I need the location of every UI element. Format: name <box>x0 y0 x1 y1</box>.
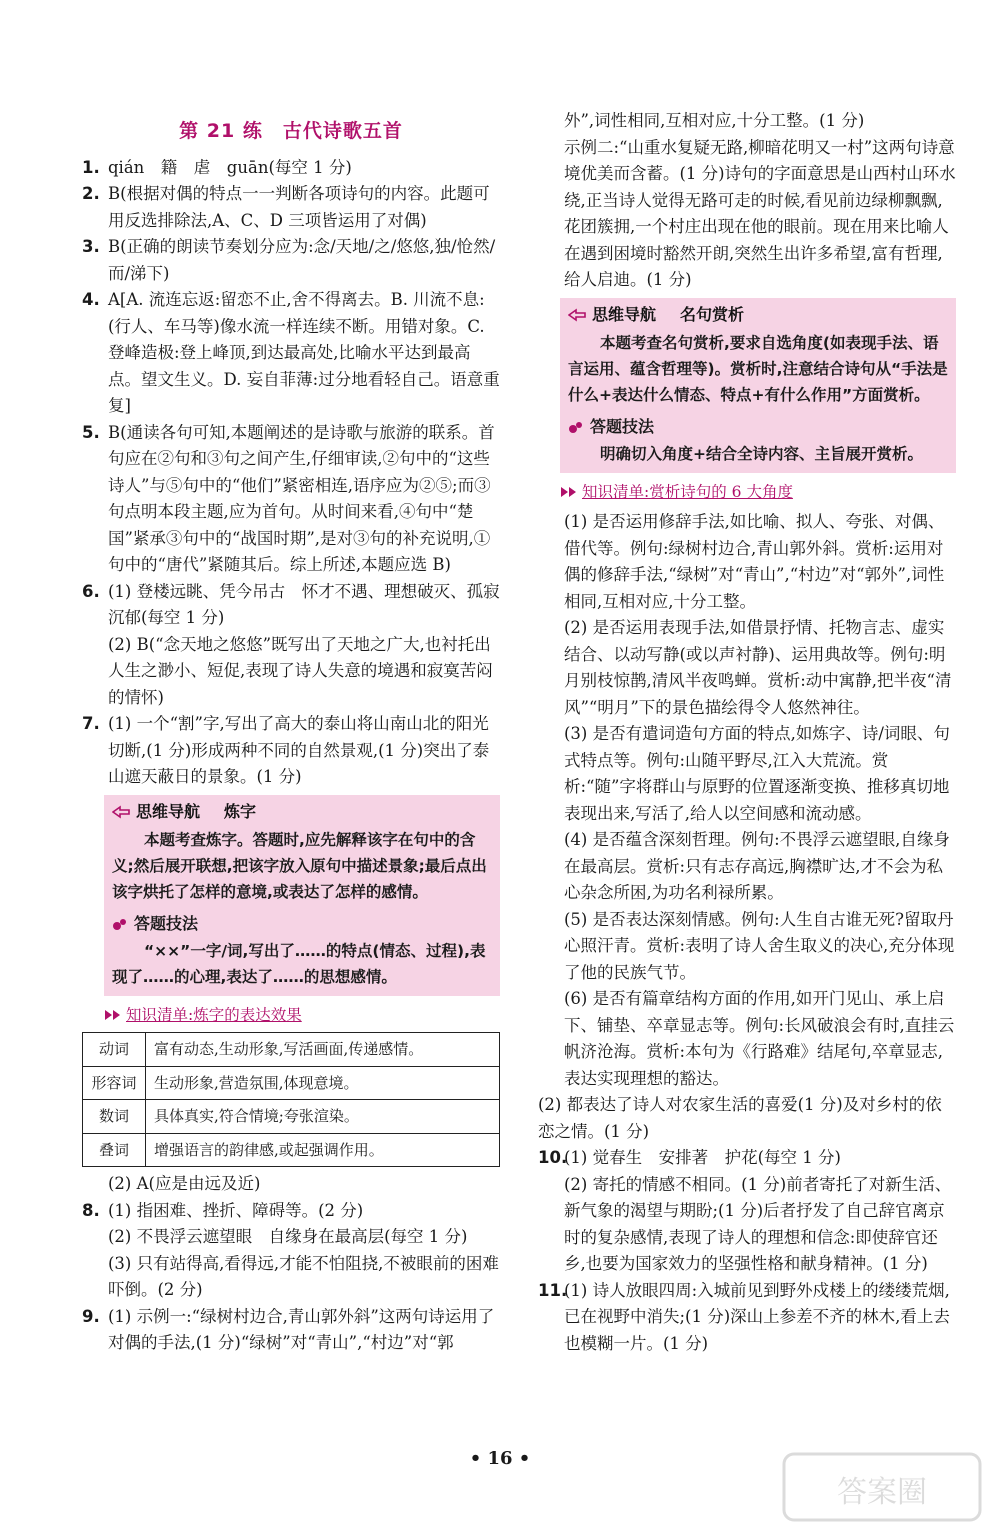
answer-number: 3. <box>82 237 100 256</box>
answer-text: (1) 一个“割”字,写出了高大的泰山将山南山北的阳光切断,(1 分)形成两种不同的自然景观,(1 分)突出了泰山遮天蔽日的景象。(1 分) <box>108 714 490 786</box>
angle-1: (1) 是否运用修辞手法,如比喻、拟人、夸张、对偶、借代等。例句:绿树村边合,青山郭外斜。赏析:运用对偶的修辞手法,“绿树”对“青山”,“村边”对“郭外”,词性相同,互相对应,十分工整。 <box>564 512 945 611</box>
angle-6: (6) 是否有篇章结构方面的作用,如开门见山、承上启下、铺垫、卒章显志等。例句:长风破浪会有时,直挂云帆济沧海。赏析:本句为《行路难》结尾句,卒章显志,表达实现理想的豁达。 <box>564 989 955 1088</box>
box-body: 本题考查名句赏析,要求自选角度(如表现手法、语言运用、蕴含哲理等)。赏析时,注意结合诗句从“手法是什么+表达什么情态、特点+有什么作用”方面赏析。 <box>568 334 948 404</box>
answer-number: 8. <box>82 1200 100 1220</box>
tip-header <box>568 414 948 441</box>
angle-3: (3) 是否有遣词造句方面的特点,如炼字、诗/词眼、句式特点等。例句:山随平野尽,江入大荒流。赏析:“随”字将群山与原野的位置逐渐变换、推移真切地表现出来,写活了,给人以空间感和流动感。 <box>564 724 950 823</box>
right-column <box>538 108 956 1357</box>
table-cell: 形容词 <box>83 1066 146 1100</box>
answer-9 <box>82 1304 500 1357</box>
page-number: • 16 • <box>469 1448 531 1469</box>
answer-text: (2) B(“念天地之悠悠”既写出了天地之广大,也衬托出人生之渺小、短促,表现了诗人失意的境遇和寂寞苦闷的情怀) <box>108 634 493 707</box>
answer-text: (1) 指困难、挫折、障碍等。(2 分) <box>108 1200 364 1220</box>
word-effect-table <box>82 1032 500 1167</box>
answer-text: 示例二:“山重水复疑无路,柳暗花明又一村”这两句诗意境优美而含蓄。(1 分)诗句的字面意思是山西村山环水绕,正当诗人觉得无路可走的时候,看见前边绿柳飘飘,花团簇拥,一个村庄出现在他的眼前。现在用来比喻人在遇到困境时豁然开朗,突然生出许多希望,富有哲理,给人启迪。(1 分) <box>564 137 956 289</box>
answer-text: (1) 登楼远眺、凭今吊古 怀才不遇、理想破灭、孤寂沉郁(每空 1 分) <box>108 581 500 627</box>
tip-body: 明确切入角度+结合全诗内容、主旨展开赏析。 <box>600 444 923 463</box>
answer-number: 1. <box>82 157 100 177</box>
table-cell: 叠词 <box>83 1133 146 1167</box>
answer-6 <box>82 579 500 712</box>
answer-text: (1) 示例一:“绿树村边合,青山郭外斜”这两句诗运用了对偶的手法,(1 分)“绿树”对“青山”,“村边”对“郭 <box>108 1306 495 1352</box>
box-body: 本题考查炼字。答题时,应先解释该字在句中的含义;然后展开联想,把该字放入原句中描述景象;最后点出该字烘托了怎样的意境,或表达了怎样的感情。 <box>112 831 487 901</box>
answer-1 <box>82 155 500 182</box>
table-row <box>83 1066 500 1100</box>
table-cell: 富有动态,生动形象,写活画面,传递感情。 <box>146 1033 500 1067</box>
answer-text: qián 籍 虐 guān(每空 1 分) <box>108 157 352 177</box>
box-subtitle: 名句赏析 <box>680 304 745 324</box>
table-cell: 增强语言的韵律感,或起强调作用。 <box>146 1133 500 1167</box>
box-header <box>112 799 492 826</box>
svg-text:答案圈: 答案圈 <box>837 1475 927 1510</box>
answer-number: 5. <box>82 422 100 442</box>
answer-2 <box>82 181 500 234</box>
page-title: 第 21 练 古代诗歌五首 <box>179 120 403 142</box>
answer-text: B(根据对偶的特点一一判断各项诗句的内容。此题可用反选排除法,A、C、D 三项皆运用了对偶) <box>108 184 490 230</box>
answer-5 <box>82 420 500 579</box>
knowledge-list-header <box>560 479 956 506</box>
pointing-hand-icon <box>112 805 130 819</box>
answer-number: 9. <box>82 1306 100 1326</box>
tip-body: “××”一字/词,写出了……的特点(情态、过程),表现了……的心理,表达了……的思想感情。 <box>112 941 486 986</box>
tip-header <box>112 911 492 938</box>
answer-text: (2) 不畏浮云遮望眼 自缘身在最高层(每空 1 分) <box>108 1227 468 1246</box>
box-header <box>568 302 948 329</box>
table-row <box>83 1100 500 1134</box>
table-cell: 动词 <box>83 1033 146 1067</box>
answer-4 <box>82 287 500 420</box>
answer-text: B(正确的朗读节奏划分应为:念/天地/之/悠悠,独/怆然/而/涕下) <box>108 237 496 283</box>
double-arrow-icon <box>104 1009 122 1021</box>
double-arrow-icon <box>560 486 578 498</box>
answer-text: 外”,词性相同,互相对应,十分工整。(1 分) <box>564 111 865 130</box>
answer-text: (1) 诗人放眼四周:入城前见到野外戍楼上的缕缕荒烟,已在视野中消失;(1 分)深山上参差不齐的林木,看上去也模糊一片。(1 分) <box>564 1280 950 1353</box>
answer-number: 10. <box>538 1148 568 1167</box>
watermark-logo <box>782 1452 982 1522</box>
answer-text: A[A. 流连忘返:留恋不止,舍不得离去。B. 川流不息:(行人、车马等)像水流一样连续不断。用错对象。C. 登峰造极:登上峰顶,到达最高处,比喻水平达到最高点。望文生义。D. 妄自菲薄:过分地看轻自己。语意重复] <box>108 290 500 415</box>
thinking-guide-box <box>104 795 500 996</box>
answer-text: (3) 只有站得高,看得远,才能不怕阻挠,不被眼前的困难吓倒。(2 分) <box>108 1253 499 1299</box>
table-cell: 数词 <box>83 1100 146 1134</box>
answer-text: (2) A(应是由远及近) <box>108 1174 261 1193</box>
answer-7 <box>82 711 500 791</box>
pointing-hand-icon <box>568 308 586 322</box>
answer-number: 4. <box>82 290 100 309</box>
table-row <box>83 1033 500 1067</box>
key-icon <box>112 917 130 931</box>
answer-8 <box>82 1198 500 1304</box>
tip-title: 答题技法 <box>134 914 199 933</box>
tip-title: 答题技法 <box>590 417 655 436</box>
angle-4: (4) 是否蕴含深刻哲理。例句:不畏浮云遮望眼,自缘身在最高层。赏析:只有志存高远,胸襟旷达,才不会为私心杂念所困,为功名利禄所累。 <box>564 830 950 902</box>
answer-3 <box>82 234 500 287</box>
answer-text: B(通读各句可知,本题阐述的是诗歌与旅游的联系。首句应在②句和③句之间产生,仔细审读,②句中的“这些诗人”与⑤句中的“他们”紧密相连,语序应为②⑤;而③句点明本段主题,应为首句。从时间来看,④句中“楚国”紧承③句中的“战国时期”,是对③句的补充说明,①句中的“唐代”紧随其后。综上所述,本题应选 B) <box>108 422 495 574</box>
knowledge-list-title: 知识清单:炼字的表达效果 <box>126 1005 302 1024</box>
box-title: 思维导航 <box>592 304 657 324</box>
box-title: 思维导航 <box>136 801 201 821</box>
knowledge-list-header <box>104 1002 500 1029</box>
answer-11 <box>538 1278 956 1358</box>
knowledge-list-title: 知识清单:赏析诗句的 6 大角度 <box>582 482 793 501</box>
thinking-guide-box <box>560 298 956 473</box>
answer-text: (2) 都表达了诗人对农家生活的喜爱(1 分)及对乡村的依恋之情。(1 分) <box>538 1095 942 1141</box>
answer-text: (2) 寄托的情感不相同。(1 分)前者寄托了对新生活、新气象的渴望与期盼;(1 分)后者抒发了自己辞官离京时的复杂感情,表现了诗人的理想和信念:即使辞官还乡,也要为国家效力的坚强性格和献身精神。(1 分) <box>564 1174 952 1273</box>
table-row <box>83 1133 500 1167</box>
angle-5: (5) 是否表达深刻情感。例句:人生自古谁无死?留取丹心照汗青。赏析:表明了诗人舍生取义的决心,充分体现了他的民族气节。 <box>564 909 955 982</box>
left-column <box>82 110 500 1357</box>
answer-text: (1) 觉春生 安排著 护花(每空 1 分) <box>564 1148 841 1167</box>
key-icon <box>568 420 586 434</box>
answer-number: 11. <box>538 1280 568 1300</box>
table-cell: 具体真实,符合情境;夸张渲染。 <box>146 1100 500 1134</box>
answer-number: 6. <box>82 581 100 601</box>
answer-number: 7. <box>82 714 100 733</box>
answer-number: 2. <box>82 184 100 203</box>
angle-2: (2) 是否运用表现手法,如借景抒情、托物言志、虚实结合、以动写静(或以声衬静)、运用典故等。例句:明月别枝惊鹊,清风半夜鸣蝉。赏析:动中寓静,把半夜“清风”“明月”下的景色描绘得令人悠然神往。 <box>564 618 952 717</box>
table-cell: 生动形象,营造氛围,体现意境。 <box>146 1066 500 1100</box>
answer-10 <box>538 1145 956 1278</box>
box-subtitle: 炼字 <box>224 801 257 821</box>
